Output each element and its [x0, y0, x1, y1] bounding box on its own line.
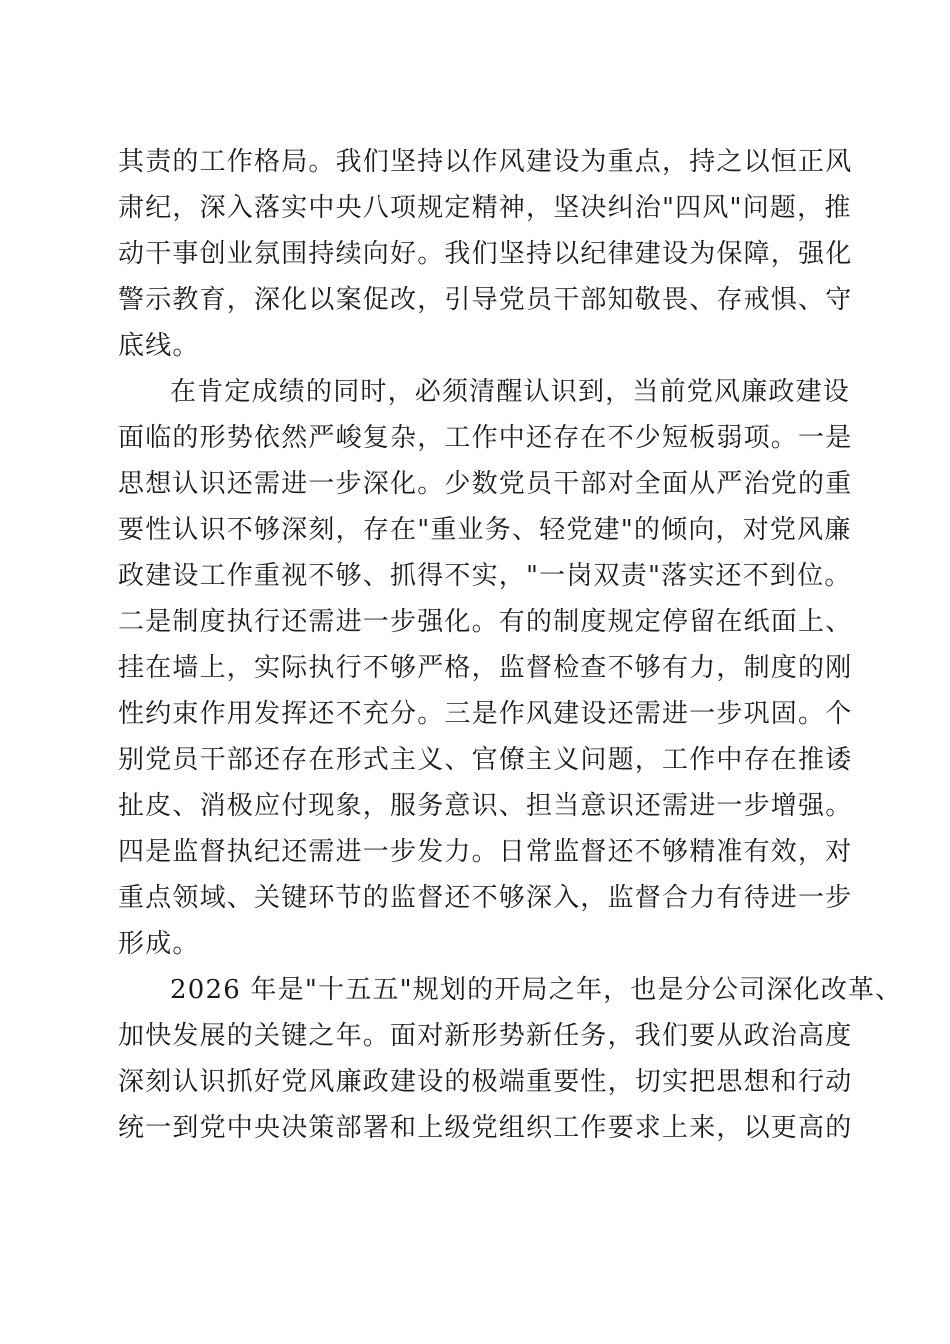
text-line: 政建设工作重视不够、抓得不实，"一岗双责"落实还不到位。 — [118, 561, 852, 591]
text-line: 形成。 — [118, 929, 200, 959]
text-line: 统一到党中央决策部署和上级党组织工作要求上来，以更高的 — [118, 1113, 853, 1143]
text-line: 要性认识不够深刻，存在"重业务、轻党建"的倾向，对党风廉 — [118, 515, 852, 545]
paragraph-start-line: 在肯定成绩的同时，必须清醒认识到，当前党风廉政建设 — [170, 377, 851, 407]
text-line: 重点领域、关键环节的监督还不够深入，监督合力有待进一步 — [118, 883, 853, 913]
text-line: 别党员干部还存在形式主义、官僚主义问题，工作中存在推诿 — [118, 745, 853, 775]
text-line: 思想认识还需进一步深化。少数党员干部对全面从严治党的重 — [118, 469, 853, 499]
text-line: 二是制度执行还需进一步强化。有的制度规定停留在纸面上、 — [118, 607, 853, 637]
text-line: 深刻认识抓好党风廉政建设的极端重要性，切实把思想和行动 — [118, 1067, 853, 1097]
body-text — [118, 139, 903, 1151]
text-line: 性约束作用发挥还不充分。三是作风建设还需进一步巩固。个 — [118, 699, 853, 729]
text-line: 底线。 — [118, 331, 200, 361]
text-line: 面临的形势依然严峻复杂，工作中还存在不少短板弱项。一是 — [118, 423, 853, 453]
text-line: 肃纪，深入落实中央八项规定精神，坚决纠治"四风"问题，推 — [118, 193, 852, 223]
text-line: 扯皮、消极应付现象，服务意识、担当意识还需进一步增强。 — [118, 791, 853, 821]
text-line: 警示教育，深化以案促改，引导党员干部知敬畏、存戒惧、守 — [118, 285, 853, 315]
text-line: 加快发展的关键之年。面对新形势新任务，我们要从政治高度 — [118, 1021, 853, 1051]
text-line: 其责的工作格局。我们坚持以作风建设为重点，持之以恒正风 — [118, 147, 853, 177]
paragraph-start-line: 2026 年是"十五五"规划的开局之年，也是分公司深化改革、 — [170, 975, 903, 1005]
text-line: 挂在墙上，实际执行不够严格，监督检查不够有力，制度的刚 — [118, 653, 853, 683]
text-line: 四是监督执纪还需进一步发力。日常监督还不够精准有效，对 — [118, 837, 853, 867]
text-line: 动干事创业氛围持续向好。我们坚持以纪律建设为保障，强化 — [118, 239, 853, 269]
